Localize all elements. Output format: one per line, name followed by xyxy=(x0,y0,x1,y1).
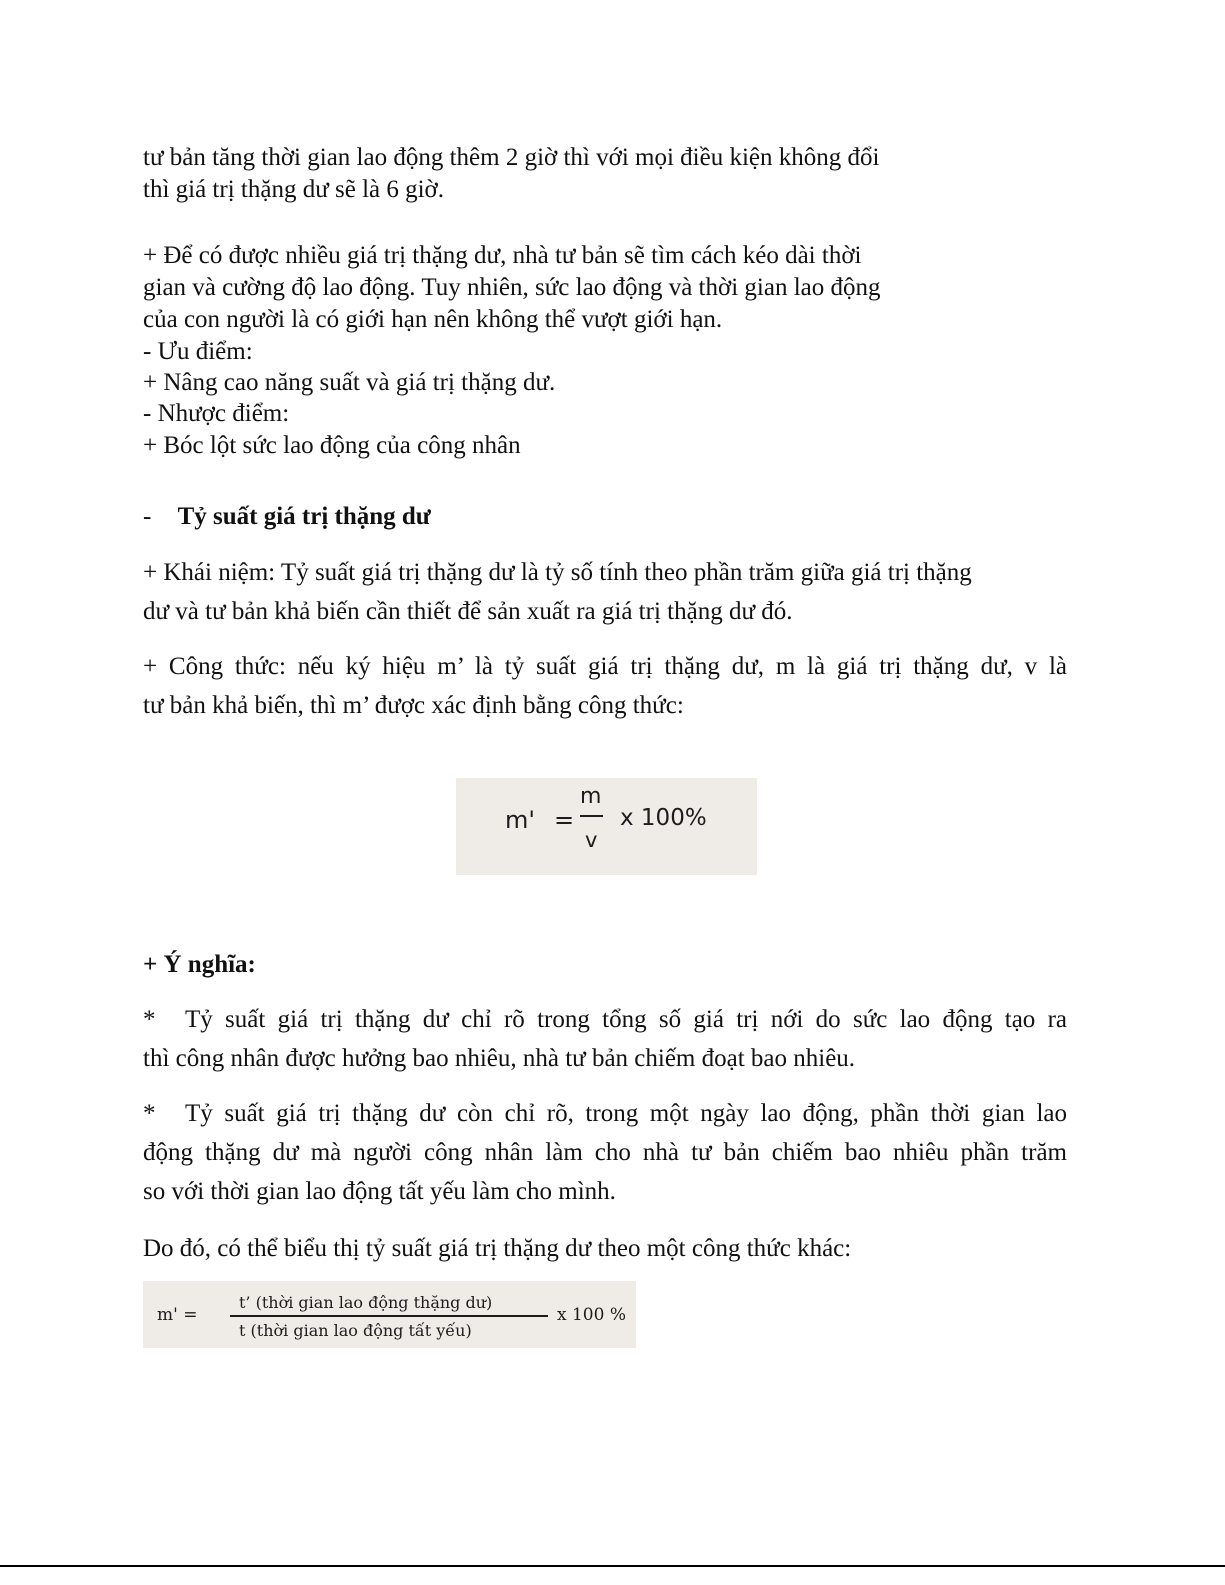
meaning-item-text: Tỷ suất giá trị thặng dư còn chỉ rõ, trong một ngày lao động, phần thời gian lao xyxy=(185,1100,1067,1127)
advantages-item: + Nâng cao năng suất và giá trị thặng dư. xyxy=(143,369,556,396)
disadvantages-item: + Bóc lột sức lao động của công nhân xyxy=(143,432,521,459)
section-heading xyxy=(143,501,431,533)
concept-line-2: dư và tư bản khả biến cần thiết để sản xuất ra giá trị thặng dư đó. xyxy=(143,598,793,625)
advantages-label: - Ưu điểm: xyxy=(143,338,253,365)
formula-image-time-ratio xyxy=(143,1281,636,1348)
bullet: * xyxy=(143,1100,156,1127)
formula-image-rate xyxy=(456,778,757,875)
formula-numerator: m xyxy=(580,784,602,809)
formula-numerator: t’ (thời gian lao động thặng dư) xyxy=(239,1293,493,1312)
meaning-item-2-line-2: động thặng dư mà người công nhân làm cho nhà tư bản chiếm bao nhiêu phần trăm xyxy=(143,1139,1067,1166)
formula-denominator: t (thời gian lao động tất yếu) xyxy=(239,1321,472,1340)
meaning-item-1-line-1 xyxy=(143,1004,1067,1036)
fraction-bar xyxy=(230,1315,548,1317)
formula-denominator: v xyxy=(585,828,598,852)
formula-multiplier: x 100% xyxy=(620,805,707,831)
body-text-line: gian và cường độ lao động. Tuy nhiên, sức lao động và thời gian lao động xyxy=(143,274,881,301)
meaning-item-2-line-3: so với thời gian lao động tất yếu làm cho mình. xyxy=(143,1178,616,1205)
heading-dash: - xyxy=(143,503,152,530)
body-text-line: + Để có được nhiều giá trị thặng dư, nhà tư bản sẽ tìm cách kéo dài thời xyxy=(143,242,862,269)
meaning-item-2-line-1 xyxy=(143,1098,1067,1130)
meaning-heading: + Ý nghĩa: xyxy=(143,951,256,978)
meaning-item-1-line-2: thì công nhân được hưởng bao nhiêu, nhà tư bản chiếm đoạt bao nhiêu. xyxy=(143,1045,856,1072)
heading-title: Tỷ suất giá trị thặng dư xyxy=(177,503,431,530)
body-text-line: của con người là có giới hạn nên không thể vượt giới hạn. xyxy=(143,306,723,333)
formula-intro-line-1: + Công thức: nếu ký hiệu m’ là tỷ suất giá trị thặng dư, m là giá trị thặng dư, v là xyxy=(143,653,1067,680)
body-text-line: thì giá trị thặng dư sẽ là 6 giờ. xyxy=(143,176,445,203)
concept-text: + Khái niệm: Tỷ suất giá trị thặng dư là tỷ số tính theo phần trăm giữa giá trị thặng xyxy=(143,559,972,586)
concept-line-1 xyxy=(143,557,1067,589)
formula-lhs: m' = xyxy=(157,1305,198,1325)
formula-equals: = xyxy=(554,806,575,834)
formula-lhs: m' xyxy=(505,806,535,834)
fraction-bar xyxy=(580,815,603,817)
page-bottom-rule xyxy=(0,1565,1225,1567)
conclusion-text: Do đó, có thể biểu thị tỷ suất giá trị thặng dư theo một công thức khác: xyxy=(143,1235,852,1262)
meaning-item-text: Tỷ suất giá trị thặng dư chỉ rõ trong tổng số giá trị nới do sức lao động tạo ra xyxy=(185,1006,1067,1033)
disadvantages-label: - Nhược điểm: xyxy=(143,400,290,427)
formula-intro-line-2: tư bản khả biến, thì m’ được xác định bằng công thức: xyxy=(143,692,684,719)
formula-multiplier: x 100 % xyxy=(557,1305,626,1325)
bullet: * xyxy=(143,1006,156,1033)
body-text-line: tư bản tăng thời gian lao động thêm 2 giờ thì với mọi điều kiện không đổi xyxy=(143,144,880,171)
